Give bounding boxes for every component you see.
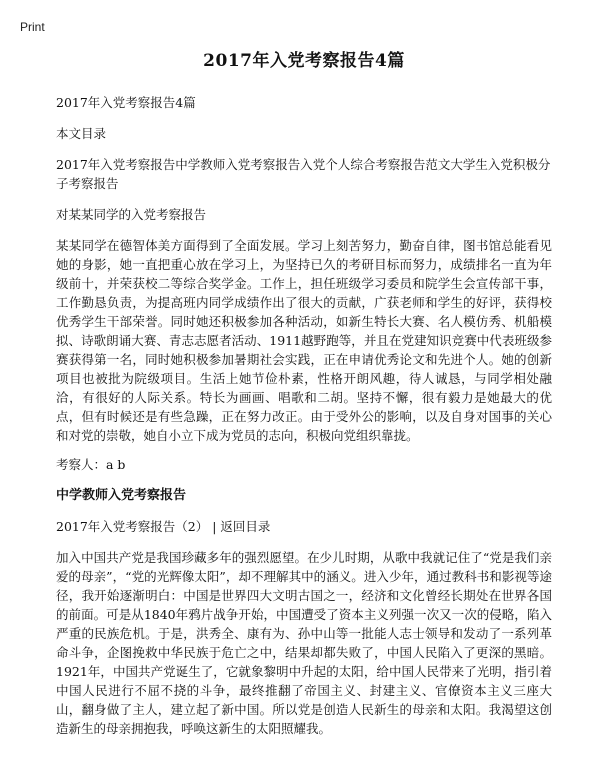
toc-links[interactable]: 2017年入党考察报告中学教师入党考察报告入党个人综合考察报告范文大学生入党积极分子考察报告	[56, 157, 551, 191]
section1-heading: 对某某同学的入党考察报告	[56, 207, 207, 222]
document-page	[56, 46, 552, 748]
document-subtitle: 2017年入党考察报告4篇	[56, 95, 196, 110]
page-title: 2017年入党考察报告4篇	[203, 51, 405, 71]
section1-body: 某某同学在德智体美方面得到了全面发展。学习上刻苦努力，勤奋自律，图书馆总能看见她的身影，她一直把重心放在学习上，为坚持已久的考研目标而努力，成绩排名一直为年级前十，并荣获校二等综合奖学金。工作上，担任班级学习委员和院学生会宣传部干事，工作勤恳负责，为提高班内同学成绩作出了很大的贡献，广获老师和学生的好评，获得校优秀学生干部荣誉。同时她还积极参加各种活动，如新生特长大赛、名人模仿秀、机船模拟、诗歌朗诵大赛、青志志愿者活动、1911越野跑等，并且在党建知识竞赛中代表班级参赛获得第一名，同时她积极参加暑期社会实践，正在申请优秀论文和先进个人。她的创新项目也被批为院级项目。生活上她节俭朴素，性格开朗风趣，待人诚恳，与同学相处融洽，有很好的人际关系。特长为画画、唱歌和二胡。坚持不懈，很有毅力是她最大的优点，但有时候还是有些急躁，正在努力改正。由于受外公的影响，以及自身对国事的关心和对党的崇敬，她自小立下成为党员的志向，积极向党组织靠拢。	[56, 238, 552, 443]
print-link[interactable]: Print	[20, 20, 45, 34]
section2-body: 加入中国共产党是我国珍藏多年的强烈愿望。在少儿时期，从歌中我就记住了“党是我们亲爱的母亲”，“党的光辉像太阳”，却不理解其中的涵义。进入少年，通过教科书和影视等途径，我开始逐渐明白：中国是世界四大文明古国之一，经济和文化曾经长期处在世界各国的前面。可是从1840年鸦片战争开始，中国遭受了资本主义列强一次又一次的侵略，陷入严重的民族危机。于是，洪秀全、康有为、孙中山等一批能人志士领导和发动了一系列革命斗争，企图挽救中华民族于危亡之中，结果却都失败了，中国人民陷入了更深的黑暗。1921年，中国共产党诞生了，它就象黎明中升起的太阳，给中国人民带来了光明，指引着中国人民进行不屈不挠的斗争，最终推翻了帝国主义、封建主义、官僚资本主义三座大山，翻身做了主人，建立起了新中国。所以党是创造人民新生的母亲和太阳。我渴望这创造新生的母亲拥抱我，呼唤这新生的太阳照耀我。	[56, 550, 552, 736]
section2-subtitle: 2017年入党考察报告（2）	[56, 519, 209, 534]
section2-heading: 中学教师入党考察报告	[56, 488, 187, 503]
toc-label: 本文目录	[56, 126, 107, 141]
investigator-line: 考察人：a b	[56, 457, 126, 472]
back-to-toc-link[interactable]: | 返回目录	[212, 519, 271, 534]
section2-subtitle-row	[56, 517, 552, 536]
